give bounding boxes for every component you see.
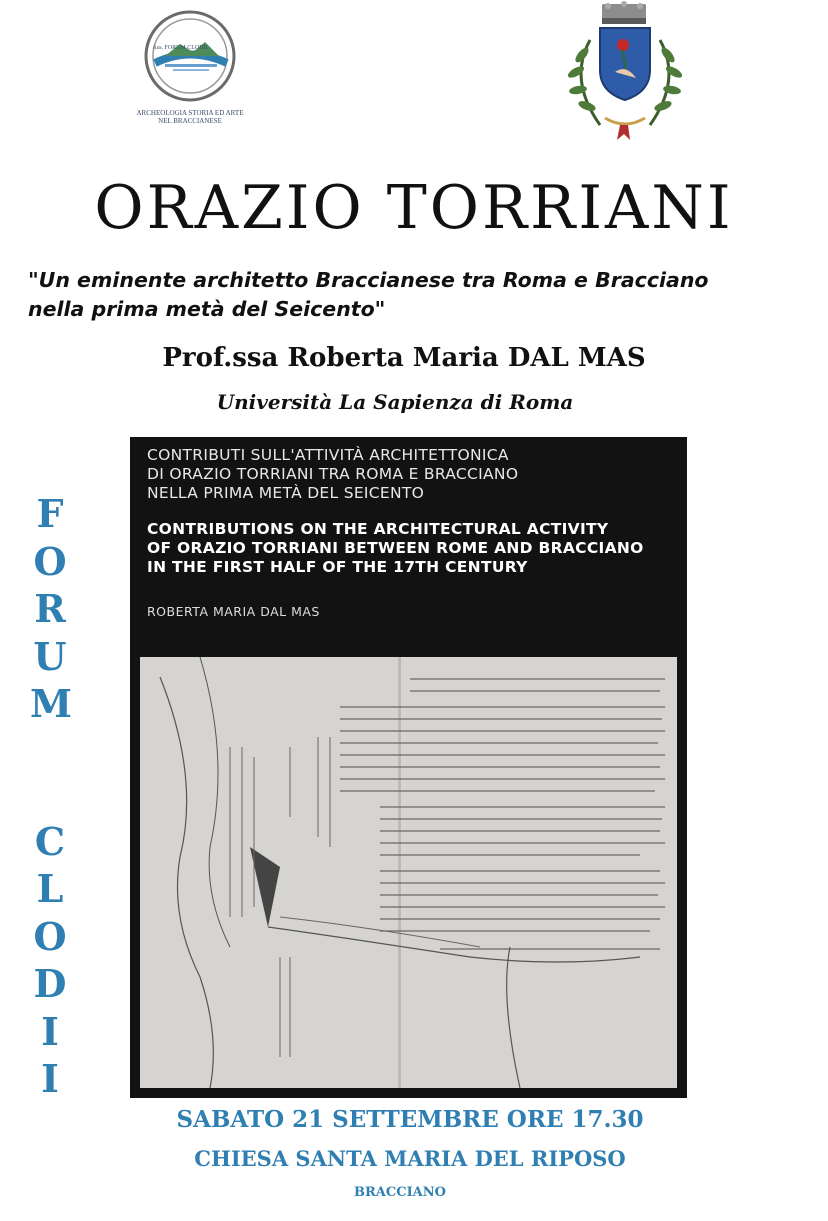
book-cover [130,437,687,1098]
vertical-letter: U [33,633,67,679]
speaker-affiliation: Università La Sapienza di Roma [216,390,574,414]
logo-caption-line1: ARCHEOLOGIA STORIA ED ARTE [136,109,244,117]
event-date: SABATO 21 SETTEMBRE ORE 17.30 [176,1106,644,1133]
forum-clodii-logo [135,8,245,126]
vertical-letter: I [41,1056,59,1101]
cover-en-line-1: CONTRIBUTIONS ON THE ARCHITECTURAL ACTIVITY [147,520,609,538]
logo-caption-line2: NEL BRACCIANESE [158,117,222,125]
vertical-letter: O [33,913,67,959]
municipal-crest [560,0,690,150]
event-city: BRACCIANO [354,1185,446,1200]
vertical-letter: I [41,1008,59,1054]
cover-en-line-3: IN THE FIRST HALF OF THE 17TH CENTURY [147,558,528,576]
cover-it-line-3: NELLA PRIMA METÀ DEL SEICENTO [147,484,425,502]
manuscript-drawing [140,657,677,1088]
vertical-letter: F [36,491,64,536]
municipal-coat-of-arms-icon [560,0,690,150]
subtitle-line-1: "Un eminente architetto Braccianese tra Roma e Bracciano [28,268,709,292]
speaker-name: Prof.ssa Roberta Maria DAL MAS [162,343,646,373]
vertical-forum-clodii [30,490,73,1103]
cover-it-line-1: CONTRIBUTI SULL'ATTIVITÀ ARCHITETTONICA [147,446,509,464]
logo-caption-top: Ass. FORUM CLODII [152,45,208,51]
vertical-letter: C [34,818,66,864]
forum-clodii-emblem-icon [135,8,245,108]
vertical-letter: L [36,866,64,911]
vertical-gap [30,728,70,818]
vertical-letter: R [34,586,66,631]
vertical-letter: O [33,538,67,584]
vertical-letter: D [33,961,67,1006]
subtitle-line-2: nella prima metà del Seicento" [28,297,386,321]
event-venue: CHIESA SANTA MARIA DEL RIPOSO [194,1146,626,1171]
page-title: ORAZIO TORRIANI [94,173,734,243]
historic-manuscript-map-image [140,657,677,1088]
vertical-letter: M [30,681,73,726]
cover-en-line-2: OF ORAZIO TORRIANI BETWEEN ROME AND BRACCIANO [147,539,644,557]
subtitle [28,266,818,324]
cover-author: ROBERTA MARIA DAL MAS [147,604,320,619]
cover-it-line-2: DI ORAZIO TORRIANI TRA ROMA E BRACCIANO [147,465,519,483]
